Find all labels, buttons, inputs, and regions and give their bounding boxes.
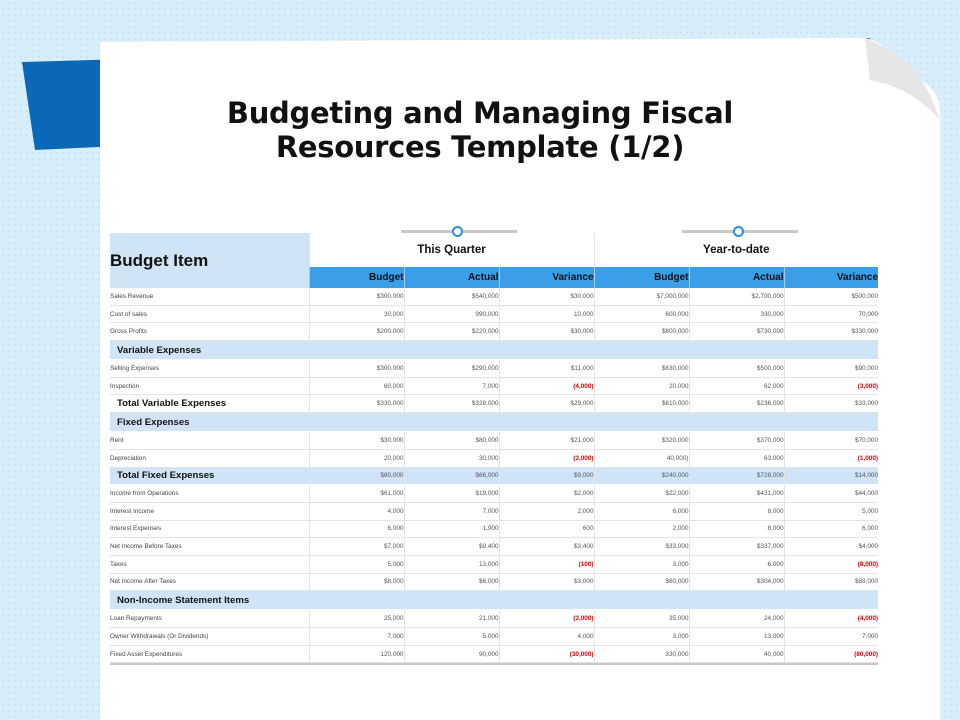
row-label: Selling Expenses: [110, 360, 309, 378]
cell-value: 5,000: [784, 502, 878, 520]
row-label: Fixed Asset Expenditures: [110, 645, 309, 663]
total-row: [110, 395, 878, 413]
cell-value: 3,000: [594, 555, 689, 573]
cell-value: $61,000: [309, 485, 404, 503]
column-header-budget: Budget: [309, 267, 404, 288]
cell-value: $220,000: [404, 323, 499, 341]
cell-value: $80,000: [404, 432, 499, 450]
budget-table: [110, 233, 878, 663]
cell-value: $500,000: [689, 360, 784, 378]
cell-value: 2,000: [499, 502, 594, 520]
cell-value: 25,000: [309, 610, 404, 628]
table-row: [110, 610, 878, 628]
table-row: [110, 377, 878, 395]
cell-value: 7,000: [784, 628, 878, 646]
section-label: Fixed Expenses: [110, 413, 878, 432]
cell-value: 10,000: [499, 305, 594, 323]
cell-value: 21,000: [404, 610, 499, 628]
table-row: [110, 645, 878, 663]
column-header-actual: Actual: [689, 267, 784, 288]
cell-value: 5,000: [309, 555, 404, 573]
table-row: [110, 288, 878, 305]
cell-value: (30,000): [499, 645, 594, 663]
cell-value: 40,000): [594, 449, 689, 467]
row-label: Income from Operations: [110, 485, 309, 503]
cell-value: 40,000: [689, 645, 784, 663]
cell-value: 60,000: [309, 377, 404, 395]
cell-value: $88,000: [784, 573, 878, 591]
cell-value: 6,000: [309, 520, 404, 538]
cell-value: $80,000: [309, 467, 404, 485]
cell-value: $33,000: [594, 538, 689, 556]
section-row: [110, 591, 878, 610]
cell-value: $304,000: [689, 573, 784, 591]
cell-value: $70,000: [784, 432, 878, 450]
cell-value: (100): [499, 555, 594, 573]
cell-value: 7,000: [404, 377, 499, 395]
cell-value: $328,000: [404, 395, 499, 413]
cell-value: 6,000: [784, 520, 878, 538]
cell-value: $2,000: [499, 485, 594, 503]
cell-value: $21,000: [499, 432, 594, 450]
cell-value: $630,000: [594, 360, 689, 378]
cell-value: $330,000: [784, 323, 878, 341]
cell-value: 330,000: [689, 305, 784, 323]
title-line-1: Budgeting and Managing Fiscal: [226, 96, 734, 130]
cell-value: $730,000: [689, 323, 784, 341]
row-label: Inspection: [110, 377, 309, 395]
cell-value: 5,000: [404, 628, 499, 646]
table-row: [110, 573, 878, 591]
row-label: Depreciation: [110, 449, 309, 467]
section-row: [110, 341, 878, 360]
cell-value: $44,000: [784, 485, 878, 503]
section-row: [110, 413, 878, 432]
slider-knob-decoration: [401, 228, 517, 234]
cell-value: 3,000: [594, 628, 689, 646]
table-bottom-rule: [110, 663, 878, 665]
cell-value: 63,000: [689, 449, 784, 467]
row-label: Taxes: [110, 555, 309, 573]
cell-value: 8,000: [689, 520, 784, 538]
cell-value: $60,000: [594, 573, 689, 591]
cell-value: $90,000: [784, 360, 878, 378]
cell-value: 120,000: [309, 645, 404, 663]
row-label: Total Variable Expenses: [110, 395, 309, 413]
group-header-this-quarter: [309, 233, 594, 267]
cell-value: 20,000: [309, 449, 404, 467]
group-header-year-to-date: [594, 233, 878, 267]
cell-value: $540,000: [404, 288, 499, 305]
cell-value: $22,000: [594, 485, 689, 503]
cell-value: $66,000: [404, 467, 499, 485]
cell-value: (4,000): [499, 377, 594, 395]
cell-value: $3,400: [499, 538, 594, 556]
section-label: Variable Expenses: [110, 341, 878, 360]
cell-value: 990,000: [404, 305, 499, 323]
cell-value: 30,000: [309, 305, 404, 323]
cell-value: $300,000: [309, 288, 404, 305]
column-header-actual: Actual: [404, 267, 499, 288]
cell-value: 13,000: [689, 628, 784, 646]
cell-value: 4,000: [309, 502, 404, 520]
cell-value: $4,000: [784, 538, 878, 556]
row-label: Loan Repayments: [110, 610, 309, 628]
cell-value: 6,000: [594, 502, 689, 520]
table-row: [110, 520, 878, 538]
cell-value: $33,000: [784, 395, 878, 413]
row-label: Total Fixed Expenses: [110, 467, 309, 485]
cell-value: (80,000): [784, 645, 878, 663]
section-label: Non-Income Statement Items: [110, 591, 878, 610]
group-header-label: This Quarter: [417, 244, 486, 256]
table-row: [110, 432, 878, 450]
cell-value: $30,000: [499, 323, 594, 341]
cell-value: 7,000: [404, 502, 499, 520]
row-label: Sales Revenue: [110, 288, 309, 305]
column-header-budget: Budget: [594, 267, 689, 288]
row-label: Interest Expenses: [110, 520, 309, 538]
cell-value: $337,000: [689, 538, 784, 556]
cell-value: $9,400: [404, 538, 499, 556]
cell-value: $240,000: [594, 467, 689, 485]
cell-value: 70,000: [784, 305, 878, 323]
cell-value: $320,000: [594, 432, 689, 450]
cell-value: 13,000: [404, 555, 499, 573]
cell-value: 6,000: [689, 555, 784, 573]
cell-value: $330,000: [309, 395, 404, 413]
cell-value: $7,000: [309, 538, 404, 556]
row-label: Interest Income: [110, 502, 309, 520]
cell-value: $431,000: [689, 485, 784, 503]
row-label: Owner Withdrawals (Or Dividends): [110, 628, 309, 646]
table-row: [110, 628, 878, 646]
cell-value: 2,000: [594, 520, 689, 538]
table-row: [110, 323, 878, 341]
table-row: [110, 485, 878, 503]
cell-value: $8,000: [309, 573, 404, 591]
cell-value: (8,000): [784, 555, 878, 573]
total-row: [110, 467, 878, 485]
cell-value: $728,000: [689, 467, 784, 485]
cell-value: $2,700,000: [689, 288, 784, 305]
cell-value: $290,000: [404, 360, 499, 378]
cell-value: 90,000: [404, 645, 499, 663]
cell-value: $7,000,000: [594, 288, 689, 305]
cell-value: $30,000: [499, 288, 594, 305]
cell-value: 24,000: [689, 610, 784, 628]
row-label: Gross Profits: [110, 323, 309, 341]
cell-value: 600: [499, 520, 594, 538]
cell-value: 8,000: [689, 502, 784, 520]
cell-value: (3,000): [784, 377, 878, 395]
column-header-variance: Variance: [784, 267, 878, 288]
table-row: [110, 449, 878, 467]
cell-value: $500,000: [784, 288, 878, 305]
budget-table-body: [110, 288, 878, 663]
cell-value: $800,000: [594, 323, 689, 341]
cell-value: $370,000: [689, 432, 784, 450]
row-label: Cost of sales: [110, 305, 309, 323]
cell-value: (4,000): [784, 610, 878, 628]
budget-item-header: Budget Item: [110, 233, 309, 288]
budget-table-container: [110, 233, 878, 665]
cell-value: 4,000: [499, 628, 594, 646]
table-row: [110, 555, 878, 573]
cell-value: (3,000): [499, 449, 594, 467]
cell-value: $200,000: [309, 323, 404, 341]
slider-knob-decoration: [682, 228, 798, 234]
page-title: [180, 96, 780, 164]
cell-value: 600,000: [594, 305, 689, 323]
cell-value: $3,000: [499, 573, 594, 591]
cell-value: 62,000: [689, 377, 784, 395]
cell-value: $300,000: [309, 360, 404, 378]
table-row: [110, 305, 878, 323]
cell-value: 35,000: [594, 610, 689, 628]
row-label: Net Income Before Taxes: [110, 538, 309, 556]
cell-value: 7,000: [309, 628, 404, 646]
cell-value: $610,000: [594, 395, 689, 413]
cell-value: 20,000: [594, 377, 689, 395]
table-row: [110, 360, 878, 378]
cell-value: (1,000): [784, 449, 878, 467]
cell-value: $11,000: [499, 360, 594, 378]
column-header-variance: Variance: [499, 267, 594, 288]
table-row: [110, 502, 878, 520]
cell-value: (3,000): [499, 610, 594, 628]
cell-value: $30,000: [309, 432, 404, 450]
cell-value: 330,000: [594, 645, 689, 663]
cell-value: $19,000: [404, 485, 499, 503]
table-row: [110, 538, 878, 556]
cell-value: $9,000: [499, 467, 594, 485]
cell-value: $6,000: [404, 573, 499, 591]
row-label: Net Income After Taxes: [110, 573, 309, 591]
title-line-2: Resources Template (1/2): [275, 130, 685, 164]
row-label: Rent: [110, 432, 309, 450]
cell-value: 30,000: [404, 449, 499, 467]
cell-value: $29,000: [499, 395, 594, 413]
cell-value: $14,000: [784, 467, 878, 485]
cell-value: 1,900: [404, 520, 499, 538]
cell-value: $236,000: [689, 395, 784, 413]
group-header-label: Year-to-date: [703, 244, 770, 256]
